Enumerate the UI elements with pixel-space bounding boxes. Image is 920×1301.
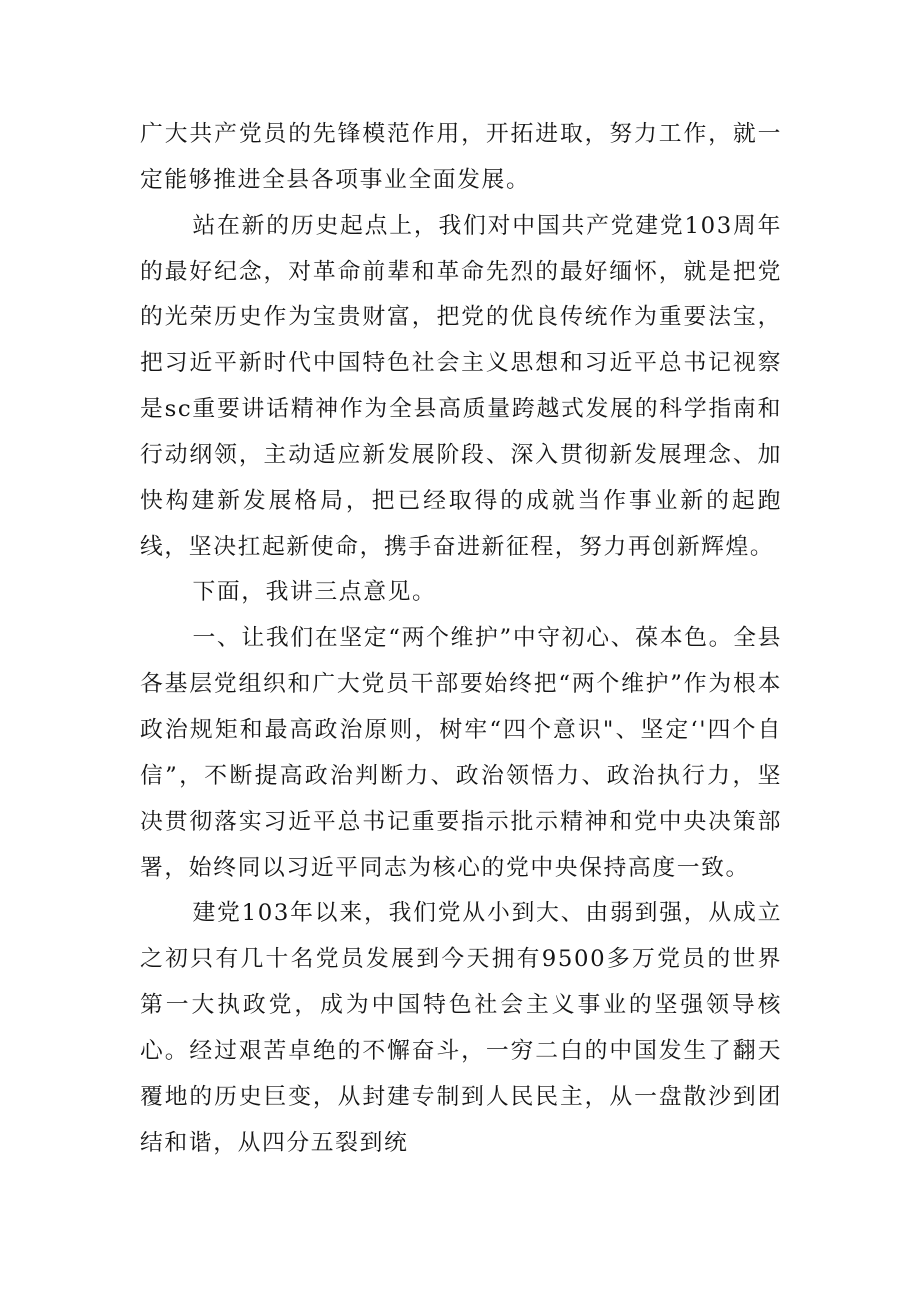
paragraph-historical-starting-point: 站在新的历史起点上，我们对中国共产党建党103周年的最好纪念，对革命前辈和革命先烈的最好缅怀，就是把党的光荣历史作为宝贵财富，把党的优良传统作为重要法宝，把习近平新时代中国特色社会主义思想和习近平总书记视察是sc重要讲话精神作为全县高质量跨越式发展的科学指南和行动纲领，主动适应新发展阶段、深入贯彻新发展理念、加快构建新发展格局，把已经取得的成就当作事业新的起跑线，坚决扛起新使命，携手奋进新征程，努力再创新辉煌。: [140, 212, 782, 560]
paragraph-three-points-intro: 下面，我讲三点意见。: [192, 579, 437, 606]
body-text: [140, 112, 782, 1166]
paragraph-continuation: 广大共产党员的先锋模范作用，开拓进取，努力工作，就一定能够推进全县各项事业全面发展。: [140, 121, 782, 193]
paragraph-point-one: 一、让我们在坚定“两个维护”中守初心、葆本色。全县各基层党组织和广大党员干部要始终把“两个维护”作为根本政治规矩和最高政治原则，树牢“四个意识"、坚定‘'四个自信”，不断提高政治判断力、政治领悟力、政治执行力，坚决贯彻落实习近平总书记重要指示批示精神和党中央决策部署，始终同以习近平同志为核心的党中央保持高度一致。: [140, 625, 782, 881]
paragraph-party-history: 建党103年以来，我们党从小到大、由弱到强，从成立之初只有几十名党员发展到今天拥有9500多万党员的世界第一大执政党，成为中国特色社会主义事业的坚强领导核心。经过艰苦卓绝的不懈奋斗，一穷二白的中国发生了翻天覆地的历史巨变，从封建专制到人民民主，从一盘散沙到团结和谐，从四分五裂到统: [140, 900, 782, 1156]
